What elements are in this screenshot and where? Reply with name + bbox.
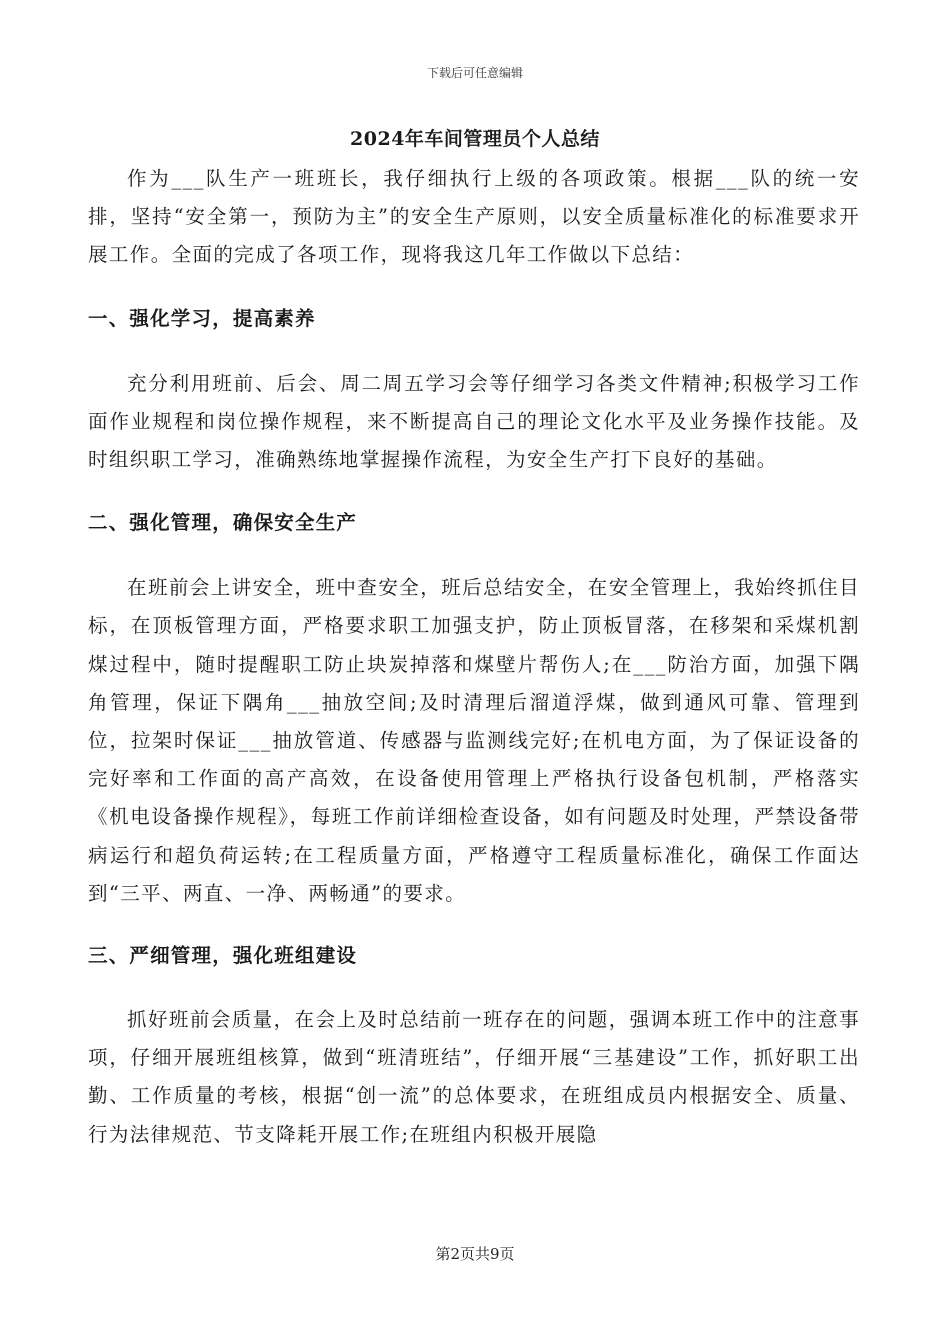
document-title: 2024年车间管理员个人总结: [350, 128, 600, 150]
section-3-paragraph: 抓好班前会质量，在会上及时总结前一班存在的问题，强调本班工作中的注意事项，仔细开展班组核算，做到“班清班结”，仔细开展“三基建设”工作，抓好职工出勤、工作质量的考核，根据“创一流”的总体要求，在班组成员内根据安全、质量、行为法律规范、节支降耗开展工作;在班组内积极开展隐: [88, 1008, 860, 1146]
section-3-heading: 三、严细管理，强化班组建设: [88, 944, 358, 968]
section-2-paragraph: 在班前会上讲安全，班中查安全，班后总结安全，在安全管理上，我始终抓住目标，在顶板管理方面，严格要求职工加强支护，防止顶板冒落，在移架和采煤机割煤过程中，随时提醒职工防止块炭掉落和煤壁片帮伤人;在___防治方面，加强下隅角管理，保证下隅角___抽放空间;及时清理后溜道浮煤，做到通风可靠、管理到位，拉架时保证___抽放管道、传感器与监测线完好;在机电方面，为了保证设备的完好率和工作面的高产高效，在设备使用管理上严格执行设备包机制，严格落实《机电设备操作规程》，每班工作前详细检查设备，如有问题及时处理，严禁设备带病运行和超负荷运转;在工程质量方面，严格遵守工程质量标准化，确保工作面达到“三平、两直、一净、两畅通”的要求。: [88, 576, 860, 905]
document-body: [88, 160, 860, 1154]
header-note: 下载后可任意编辑: [426, 66, 523, 80]
section-1-heading: 一、强化学习，提高素养: [88, 306, 316, 330]
page-number: 第2页共9页: [435, 1245, 515, 1263]
section-1-paragraph: 充分利用班前、后会、周二周五学习会等仔细学习各类文件精神;积极学习工作面作业规程和岗位操作规程，来不断提高自己的理论文化水平及业务操作技能。及时组织职工学习，准确熟练地掌握操作流程，为安全生产打下良好的基础。: [88, 371, 860, 472]
intro-paragraph: 作为___队生产一班班长，我仔细执行上级的各项政策。根据___队的统一安排，坚持“安全第一，预防为主”的安全生产原则，以安全质量标准化的标准要求开展工作。全面的完成了各项工作，现将我这几年工作做以下总结：: [88, 167, 860, 267]
section-2-heading: 二、强化管理，确保安全生产: [88, 511, 358, 535]
